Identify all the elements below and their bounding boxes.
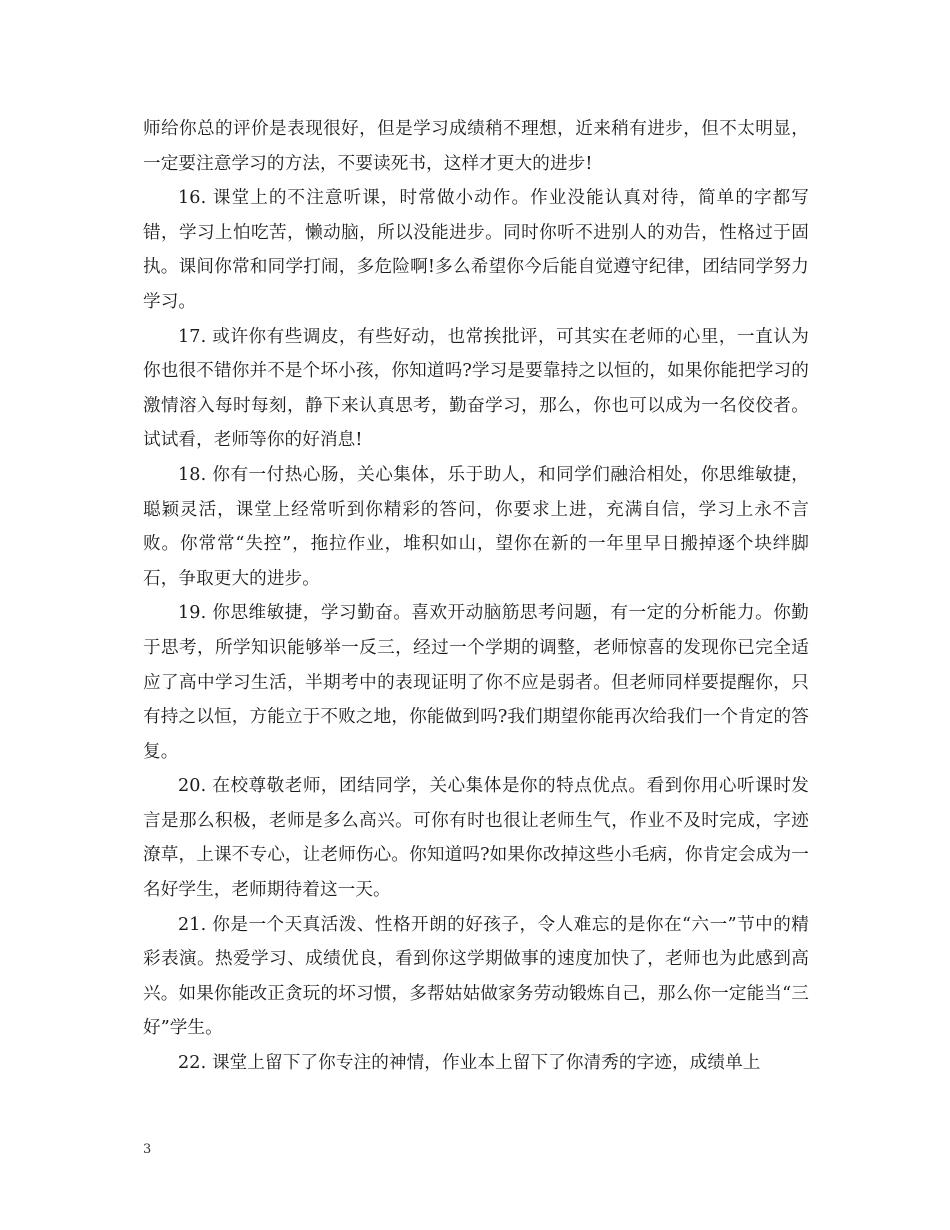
paragraph-item-18: 18. 你有一付热心肠，关心集体，乐于助人，和同学们融洽相处，你思维敏捷，聪颖灵活，课堂上经常听到你精彩的答问，你要求上进，充满自信，学习上永不言败。你常常“失控”，拖拉作业，堆积如山，望你在新的一年里早日搬掉逐个块绊脚石，争取更大的进步。	[143, 464, 809, 589]
page-number: 3	[143, 1142, 152, 1157]
paragraph-continuation: 师给你总的评价是表现很好，但是学习成绩稍不理想，近来稍有进步，但不太明显，一定要注意学习的方法，不要读死书，这样才更大的进步!	[143, 119, 809, 174]
paragraph-item-22: 22. 课堂上留下了你专注的神情，作业本上留下了你清秀的字迹，成绩单上	[178, 1053, 761, 1074]
document-body	[143, 112, 809, 1081]
paragraph-item-16: 16. 课堂上的不注意听课，时常做小动作。作业没能认真对待，简单的字都写错，学习上怕吃苦，懒动脑，所以没能进步。同时你听不进别人的劝告，性格过于固执。课间你常和同学打闹，多危险啊!多么希望你今后能自觉遵守纪律，团结同学努力学习。	[143, 188, 809, 312]
paragraph-item-21: 21. 你是一个天真活泼、性格开朗的好孩子，令人难忘的是你在“六一”节中的精彩表演。热爱学习、成绩优良，看到你这学期做事的速度加快了，老师也为此感到高兴。如果你能改正贪玩的坏习惯，多帮姑姑做家务劳动锻炼自己，那么你一定能当“三好”学生。	[143, 914, 809, 1039]
paragraph-item-17: 17. 或许你有些调皮，有些好动，也常挨批评，可其实在老师的心里，一直认为你也很不错你并不是个坏小孩，你知道吗?学习是要靠持之以恒的，如果你能把学习的激情溶入每时每刻，静下来认真思考，勤奋学习，那么，你也可以成为一名佼佼者。试试看，老师等你的好消息!	[143, 326, 809, 451]
paragraph-item-20: 20. 在校尊敬老师，团结同学，关心集体是你的特点优点。看到你用心听课时发言是那么积极，老师是多么高兴。可你有时也很让老师生气，作业不及时完成，字迹潦草，上课不专心，让老师伤心。你知道吗?如果你改掉这些小毛病，你肯定会成为一名好学生，老师期待着这一天。	[143, 776, 809, 901]
paragraph-item-19: 19. 你思维敏捷，学习勤奋。喜欢开动脑筋思考问题，有一定的分析能力。你勤于思考，所学知识能够举一反三，经过一个学期的调整，老师惊喜的发现你已完全适应了高中学习生活，半期考中的表现证明了你不应是弱者。但老师同样要提醒你，只有持之以恒，方能立于不败之地，你能做到吗?我们期望你能再次给我们一个肯定的答复。	[143, 603, 809, 762]
